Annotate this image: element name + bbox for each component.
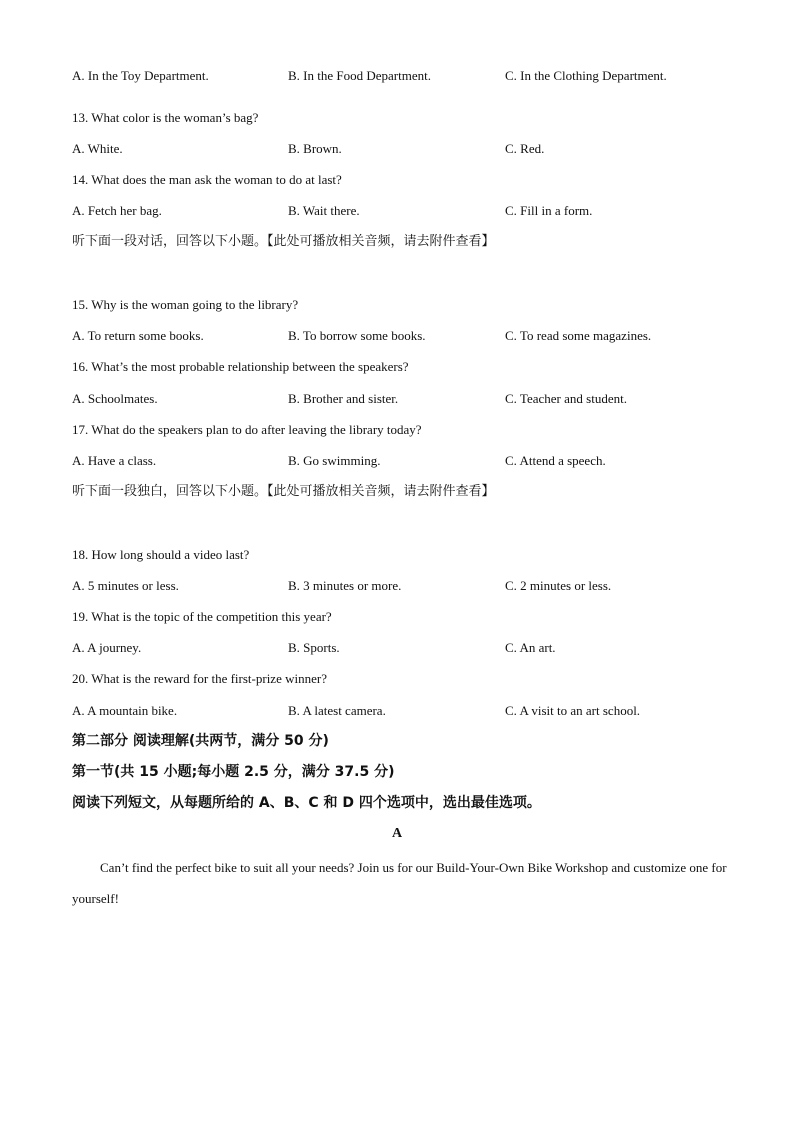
q15-option-c: C. To read some magazines. [505, 328, 652, 343]
q20-question: 20. What is the reward for the first-prize winner? [72, 671, 327, 686]
q16-option-c: C. Teacher and student. [505, 391, 627, 406]
q15-option-b: B. To borrow some books. [288, 328, 426, 343]
passage-label: A [391, 826, 403, 841]
q12-option-a: A. In the Toy Department. [72, 68, 209, 83]
q18-option-b: B. 3 minutes or more. [288, 578, 402, 593]
q15-option-a: A. To return some books. [72, 328, 204, 343]
q13-option-c: C. Red. [505, 141, 545, 156]
part2-heading: 第二部分 阅读理解(共两节，满分 50 分) [72, 733, 329, 749]
listening-instruction-2: 听下面一段独白，回答以下小题。【此处可播放相关音频，请去附件查看】 [72, 484, 495, 499]
q12-option-b: B. In the Food Department. [288, 68, 431, 83]
q17-option-c: C. Attend a speech. [505, 453, 606, 468]
q14-question: 14. What does the man ask the woman to do at last? [72, 172, 342, 187]
q17-option-a: A. Have a class. [72, 453, 157, 468]
q19-option-c: C. An art. [505, 640, 556, 655]
q13-question: 13. What color is the woman’s bag? [72, 110, 259, 125]
q20-option-a: A. A mountain bike. [72, 703, 178, 718]
q15-question: 15. Why is the woman going to the library? [72, 297, 299, 312]
q14-option-c: C. Fill in a form. [505, 203, 593, 218]
q20-option-c: C. A visit to an art school. [505, 703, 641, 718]
listening-instruction-1: 听下面一段对话，回答以下小题。【此处可播放相关音频，请去附件查看】 [72, 234, 495, 249]
q18-option-a: A. 5 minutes or less. [72, 578, 179, 593]
q14-option-a: A. Fetch her bag. [72, 203, 162, 218]
q19-option-b: B. Sports. [288, 640, 340, 655]
q18-question: 18. How long should a video last? [72, 547, 250, 562]
q19-question: 19. What is the topic of the competition this year? [72, 609, 332, 624]
q13-option-b: B. Brown. [288, 141, 342, 156]
q16-option-a: A. Schoolmates. [72, 391, 158, 406]
q20-option-b: B. A latest camera. [288, 703, 386, 718]
section1-heading: 第一节(共 15 小题;每小题 2.5 分，满分 37.5 分) [72, 764, 395, 780]
q16-question: 16. What’s the most probable relationship between the speakers? [72, 359, 409, 374]
q19-option-a: A. A journey. [72, 640, 142, 655]
q17-question: 17. What do the speakers plan to do after leaving the library today? [72, 422, 422, 437]
q17-option-b: B. Go swimming. [288, 453, 381, 468]
q13-option-a: A. White. [72, 141, 123, 156]
q14-option-b: B. Wait there. [288, 203, 360, 218]
q18-option-c: C. 2 minutes or less. [505, 578, 612, 593]
passage-paragraph: Can’t find the perfect bike to suit all your needs? Join us for our Build-Your-Own Bike Workshop and customize one for yourself! [72, 860, 727, 906]
q12-option-c: C. In the Clothing Department. [505, 68, 667, 83]
q16-option-b: B. Brother and sister. [288, 391, 399, 406]
reading-directions: 阅读下列短文，从每题所给的 A、B、C 和 D 四个选项中，选出最佳选项。 [72, 795, 541, 811]
